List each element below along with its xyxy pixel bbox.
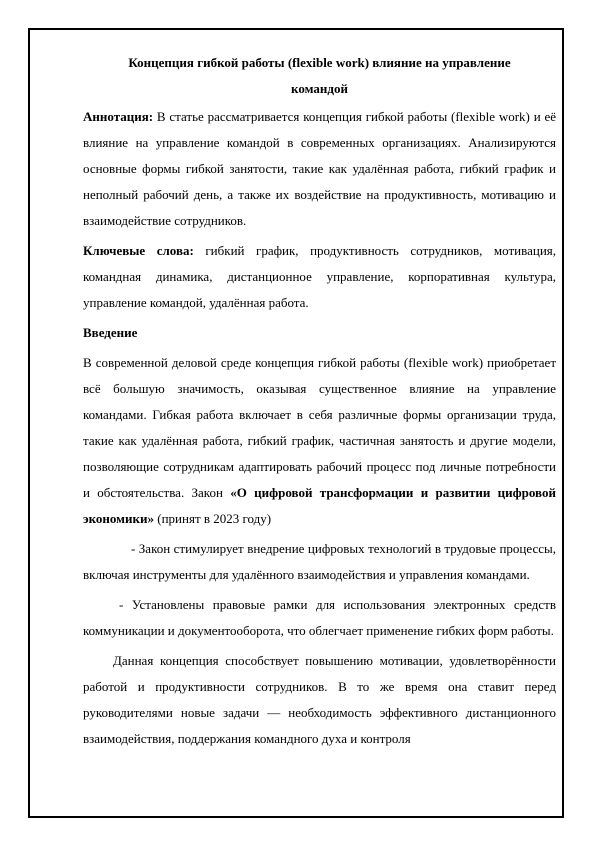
section-heading-intro: Введение [83,325,138,340]
annotation-text: В статье рассматривается концепция гибкой работы (flexible work) и её влияние на управление командой в современных организациях. Анализируются основные формы гибкой занятости, такие как удалённая работа, гибкий график и неполный рабочий день, а также их воздействие на продуктивность, мотивацию и взаимодействие сотрудников. [83,109,556,228]
law-name: «О цифровой трансформации и развитии цифровой экономики» [83,485,556,526]
annotation-paragraph [83,104,556,234]
intro-after: (принят в 2023 году) [154,511,272,526]
keywords-label: Ключевые слова: [83,243,194,258]
annotation-label: Аннотация: [83,109,154,124]
final-paragraph: Данная концепция способствует повышению мотивации, удовлетворённости работой и продуктивности сотрудников. В то же время она ставит перед руководителями новые задачи — необходимость эффективного дистанционного взаимодействия, поддержания командного духа и контроля [83,653,556,746]
bullet-paragraph-2: - Установлены правовые рамки для использования электронных средств коммуникации и документооборота, что облегчает применение гибких форм работы. [83,597,556,638]
keywords-paragraph [83,238,556,316]
intro-text: В современной деловой среде концепция гибкой работы (flexible work) приобретает всё большую значимость, оказывая существенное влияние на управление командами. Гибкая работа включает в себя различные формы организации труда, такие как удалённая работа, гибкий график, частичная занятость и другие модели, позволяющие сотрудникам адаптировать рабочий процесс под личные потребности и обстоятельства. Закон [83,355,556,500]
document-body [83,50,556,756]
bullet-paragraph-1: - Закон стимулирует внедрение цифровых технологий в трудовые процессы, включая инструменты для удалённого взаимодействия и управления командами. [83,541,556,582]
keywords-text: гибкий график, продуктивность сотрудников, мотивация, командная динамика, дистанционное управление, корпоративная культура, управление командой, удалённая работа. [83,243,556,310]
paper-title: Концепция гибкой работы (flexible work) влияние на управление командой [128,55,511,96]
intro-paragraph [83,350,556,532]
